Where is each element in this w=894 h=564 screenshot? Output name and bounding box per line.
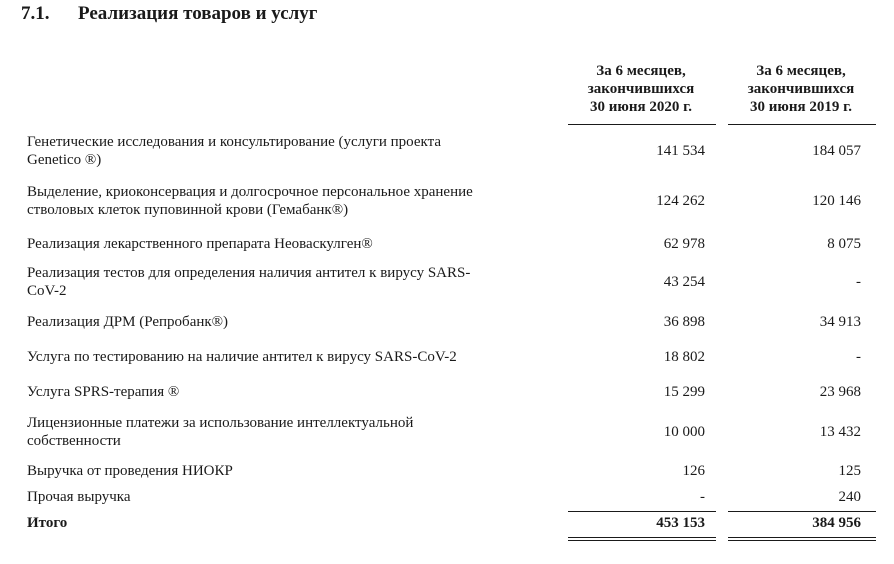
total-label: Итого [27, 515, 68, 531]
value-2019: 120 146 [812, 193, 861, 209]
value-2019: 34 913 [819, 314, 861, 330]
value-2020: 10 000 [663, 424, 705, 440]
row-label [27, 488, 552, 506]
row-label-line: Услуга по тестированию на наличие антител к вирусу SARS-CoV-2 [27, 349, 457, 365]
row-label [27, 383, 552, 401]
value-2020: 124 262 [656, 193, 705, 209]
row-label-line: Генетические исследования и консультирование (услуги проекта [27, 134, 441, 150]
section-number: 7.1. [21, 3, 50, 24]
value-2020: 126 [682, 463, 705, 479]
column-header-2020 [566, 62, 716, 116]
value-2019: 240 [838, 489, 861, 505]
row-label [27, 264, 552, 300]
value-2019: 8 075 [827, 236, 861, 252]
row-label-line: Услуга SPRS-терапия ® [27, 384, 180, 400]
value-2019: 125 [838, 463, 861, 479]
total-double-rule [728, 537, 876, 541]
column-header-line: закончившихся [587, 81, 695, 97]
row-label [27, 183, 552, 219]
value-2020: 36 898 [663, 314, 705, 330]
row-label-line: Выручка от проведения НИОКР [27, 463, 233, 479]
value-2019: 13 432 [819, 424, 861, 440]
row-label [27, 133, 552, 169]
value-2020: 43 254 [663, 274, 705, 290]
value-2020: 62 978 [663, 236, 705, 252]
column-header-line: За 6 месяцев, [596, 63, 686, 79]
row-label-line: Лицензионные платежи за использование интеллектуальной [27, 415, 414, 431]
row-label-line: Реализация лекарственного препарата Неоваскулген® [27, 236, 373, 252]
section-title: Реализация товаров и услуг [78, 3, 318, 24]
row-label-line: Прочая выручка [27, 489, 131, 505]
column-header-line: За 6 месяцев, [756, 63, 846, 79]
column-header-divider [568, 124, 716, 125]
row-label [27, 462, 552, 480]
column-header-2019 [726, 62, 876, 116]
value-2020: 18 802 [663, 349, 705, 365]
value-2019: - [856, 349, 861, 365]
row-label-line: CoV-2 [27, 283, 67, 299]
column-header-line: 30 июня 2019 г. [750, 99, 852, 115]
column-header-divider [728, 124, 876, 125]
row-label [27, 313, 552, 331]
total-2019: 384 956 [812, 515, 861, 531]
total-2020: 453 153 [656, 515, 705, 531]
row-label [27, 414, 552, 450]
total-double-rule [568, 537, 716, 541]
row-label [27, 348, 552, 366]
column-header-line: 30 июня 2020 г. [590, 99, 692, 115]
row-label-line: Выделение, криоконсервация и долгосрочное персональное хранение [27, 184, 473, 200]
row-label-line: стволовых клеток пуповинной крови (Гемабанк®) [27, 202, 349, 218]
value-2020: - [700, 489, 705, 505]
section-heading [21, 3, 317, 25]
row-label-line: Реализация тестов для определения наличия антител к вирусу SARS- [27, 265, 471, 281]
column-header-line: закончившихся [747, 81, 855, 97]
value-2019: 23 968 [819, 384, 861, 400]
row-label-line: собственности [27, 433, 121, 449]
value-2019: 184 057 [812, 143, 861, 159]
value-2019: - [856, 274, 861, 290]
row-label-line: Genetico ®) [27, 152, 102, 168]
subtotal-rule [568, 511, 716, 512]
subtotal-rule [728, 511, 876, 512]
value-2020: 15 299 [663, 384, 705, 400]
value-2020: 141 534 [656, 143, 705, 159]
row-label-line: Реализация ДРМ (Репробанк®) [27, 314, 229, 330]
row-label [27, 235, 552, 253]
